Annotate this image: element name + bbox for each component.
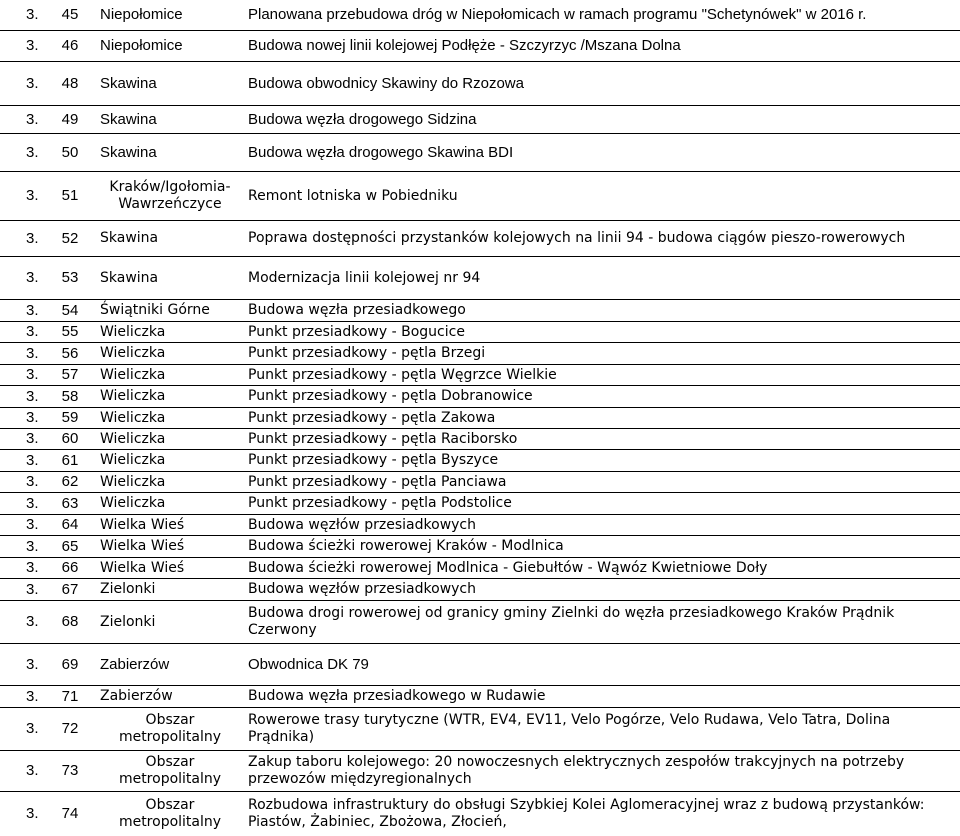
location: Wieliczka bbox=[100, 366, 166, 383]
location: Obszar metropolitalny bbox=[118, 797, 222, 830]
table-row bbox=[0, 644, 960, 686]
description: Budowa ścieżki rowerowej Kraków - Modlnica bbox=[248, 538, 564, 555]
item-number: 68 bbox=[61, 613, 79, 630]
item-number: 74 bbox=[61, 805, 79, 822]
section-number: 3. bbox=[26, 143, 39, 161]
item-number: 52 bbox=[61, 229, 79, 247]
table-row bbox=[0, 792, 960, 836]
item-number: 45 bbox=[61, 6, 79, 23]
description: Budowa drogi rowerowej od granicy gminy Zielnki do węzła przesiadkowego Kraków Prądnik Czerwony bbox=[248, 605, 895, 638]
table-row bbox=[0, 493, 960, 515]
section-number: 3. bbox=[26, 451, 39, 469]
description: Budowa obwodnicy Skawiny do Rzozowa bbox=[248, 74, 524, 92]
section-number: 3. bbox=[26, 6, 39, 23]
description: Poprawa dostępności przystanków kolejowych na linii 94 - budowa ciągów pieszo-rowerowych bbox=[248, 230, 906, 247]
table-row bbox=[0, 343, 960, 365]
item-number: 66 bbox=[61, 559, 79, 576]
item-number: 59 bbox=[61, 409, 79, 426]
description: Punkt przesiadkowy - pętla Dobranowice bbox=[248, 388, 533, 405]
item-number: 63 bbox=[61, 494, 79, 512]
table-row bbox=[0, 601, 960, 644]
section-number: 3. bbox=[26, 613, 39, 630]
description: Remont lotniska w Pobiedniku bbox=[248, 187, 458, 204]
location: Skawina bbox=[100, 74, 157, 92]
description: Punkt przesiadkowy - Bogucice bbox=[248, 323, 465, 340]
location: Skawina bbox=[100, 230, 159, 247]
item-number: 50 bbox=[61, 143, 79, 161]
location: Kraków/Igołomia-Wawrzeńczyce bbox=[109, 179, 231, 212]
table-row bbox=[0, 708, 960, 751]
description: Rozbudowa infrastruktury do obsługi Szybkiej Kolei Aglomeracyjnej wraz z budową przystanków: Piastów, Żabiniec, Zbożowa, Złocień, bbox=[248, 797, 925, 830]
description: Punkt przesiadkowy - pętla Panciawa bbox=[248, 473, 507, 490]
location: Wieliczka bbox=[100, 452, 166, 469]
location: Zabierzów bbox=[100, 688, 173, 705]
location: Wieliczka bbox=[100, 388, 166, 405]
section-number: 3. bbox=[26, 559, 39, 576]
table-row bbox=[0, 62, 960, 106]
section-number: 3. bbox=[26, 187, 39, 204]
location: Wieliczka bbox=[100, 409, 166, 426]
item-number: 71 bbox=[61, 687, 79, 705]
section-number: 3. bbox=[26, 37, 39, 54]
description: Budowa nowej linii kolejowej Podłęże - Szczyrzyc /Mszana Dolna bbox=[248, 37, 681, 54]
location: Zabierzów bbox=[100, 655, 170, 673]
location: Wielka Wieś bbox=[100, 516, 185, 533]
section-number: 3. bbox=[26, 516, 39, 533]
location: Świątniki Górne bbox=[100, 302, 210, 319]
location: Wieliczka bbox=[100, 323, 166, 340]
table-row bbox=[0, 31, 960, 62]
section-number: 3. bbox=[26, 430, 39, 447]
location: Skawina bbox=[100, 110, 157, 128]
table-row bbox=[0, 386, 960, 408]
item-number: 69 bbox=[61, 655, 79, 673]
section-number: 3. bbox=[26, 655, 39, 673]
section-number: 3. bbox=[26, 366, 39, 383]
section-number: 3. bbox=[26, 762, 39, 779]
location: Zielonki bbox=[100, 613, 156, 630]
location: Niepołomice bbox=[100, 37, 183, 54]
description: Budowa węzła drogowego Sidzina bbox=[248, 110, 477, 128]
section-number: 3. bbox=[26, 323, 39, 340]
section-number: 3. bbox=[26, 473, 39, 490]
item-number: 53 bbox=[61, 269, 79, 286]
description: Budowa węzłów przesiadkowych bbox=[248, 516, 476, 533]
item-number: 57 bbox=[61, 366, 79, 383]
location: Wielka Wieś bbox=[100, 538, 185, 555]
section-number: 3. bbox=[26, 387, 39, 405]
table-row bbox=[0, 558, 960, 579]
location: Wieliczka bbox=[100, 495, 166, 512]
item-number: 60 bbox=[61, 430, 79, 447]
location: Wieliczka bbox=[100, 473, 166, 490]
item-number: 62 bbox=[61, 473, 79, 490]
item-number: 67 bbox=[61, 580, 79, 598]
location: Wieliczka bbox=[100, 345, 166, 362]
section-number: 3. bbox=[26, 494, 39, 512]
description: Planowana przebudowa dróg w Niepołomicach w ramach programu "Schetynówek" w 2016 r. bbox=[248, 6, 867, 23]
item-number: 49 bbox=[61, 110, 79, 128]
description: Punkt przesiadkowy - pętla Brzegi bbox=[248, 345, 486, 362]
description: Budowa węzłów przesiadkowych bbox=[248, 581, 476, 598]
table-row bbox=[0, 257, 960, 300]
description: Punkt przesiadkowy - pętla Byszyce bbox=[248, 452, 499, 469]
item-number: 64 bbox=[61, 516, 79, 533]
section-number: 3. bbox=[26, 720, 39, 737]
item-number: 46 bbox=[61, 37, 79, 54]
location: Wieliczka bbox=[100, 430, 166, 447]
item-number: 58 bbox=[61, 387, 79, 405]
item-number: 61 bbox=[61, 451, 79, 469]
section-number: 3. bbox=[26, 74, 39, 92]
table-row bbox=[0, 322, 960, 343]
item-number: 65 bbox=[61, 537, 79, 555]
item-number: 56 bbox=[61, 344, 79, 362]
table-row bbox=[0, 472, 960, 493]
description: Zakup taboru kolejowego: 20 nowoczesnych elektrycznych zespołów trakcyjnych na potrzeby przewozów międzyregionalnych bbox=[248, 754, 905, 787]
item-number: 51 bbox=[61, 187, 79, 204]
table-row bbox=[0, 408, 960, 429]
table-row bbox=[0, 0, 960, 31]
table-row bbox=[0, 579, 960, 601]
description: Obwodnica DK 79 bbox=[248, 655, 369, 673]
location: Skawina bbox=[100, 143, 157, 161]
section-number: 3. bbox=[26, 537, 39, 555]
description: Budowa węzła drogowego Skawina BDI bbox=[248, 143, 514, 161]
description: Punkt przesiadkowy - pętla Zakowa bbox=[248, 409, 496, 426]
table-row bbox=[0, 300, 960, 322]
section-number: 3. bbox=[26, 269, 39, 286]
location: Obszar metropolitalny bbox=[118, 712, 222, 745]
item-number: 73 bbox=[61, 762, 79, 779]
section-number: 3. bbox=[26, 580, 39, 598]
table-row bbox=[0, 134, 960, 172]
description: Budowa ścieżki rowerowej Modlnica - Giebułtów - Wąwóz Kwietniowe Doły bbox=[248, 559, 768, 576]
table-row bbox=[0, 536, 960, 558]
table-row bbox=[0, 686, 960, 708]
section-number: 3. bbox=[26, 301, 39, 319]
location: Obszar metropolitalny bbox=[118, 754, 222, 787]
description: Budowa węzła przesiadkowego w Rudawie bbox=[248, 688, 546, 705]
section-number: 3. bbox=[26, 409, 39, 426]
location: Skawina bbox=[100, 269, 159, 286]
table-row bbox=[0, 751, 960, 792]
section-number: 3. bbox=[26, 110, 39, 128]
section-number: 3. bbox=[26, 229, 39, 247]
table-row bbox=[0, 221, 960, 257]
location: Wielka Wieś bbox=[100, 559, 185, 576]
table-row bbox=[0, 515, 960, 536]
section-number: 3. bbox=[26, 344, 39, 362]
section-number: 3. bbox=[26, 687, 39, 705]
item-number: 48 bbox=[61, 74, 79, 92]
location: Zielonki bbox=[100, 581, 156, 598]
description: Punkt przesiadkowy - pętla Podstolice bbox=[248, 495, 512, 512]
table-row bbox=[0, 106, 960, 134]
description: Punkt przesiadkowy - pętla Raciborsko bbox=[248, 430, 518, 447]
description: Rowerowe trasy turytyczne (WTR, EV4, EV11, Velo Pogórze, Velo Rudawa, Velo Tatra, Dolina Prądnika) bbox=[248, 712, 891, 745]
section-number: 3. bbox=[26, 805, 39, 822]
description: Punkt przesiadkowy - pętla Węgrzce Wielkie bbox=[248, 366, 557, 383]
table-row bbox=[0, 172, 960, 221]
description: Budowa węzła przesiadkowego bbox=[248, 302, 466, 319]
location: Niepołomice bbox=[100, 6, 183, 23]
table-row bbox=[0, 429, 960, 450]
table-row bbox=[0, 450, 960, 472]
table-row bbox=[0, 365, 960, 386]
item-number: 72 bbox=[61, 720, 79, 737]
description: Modernizacja linii kolejowej nr 94 bbox=[248, 269, 481, 286]
item-number: 55 bbox=[61, 323, 79, 340]
item-number: 54 bbox=[61, 301, 79, 319]
